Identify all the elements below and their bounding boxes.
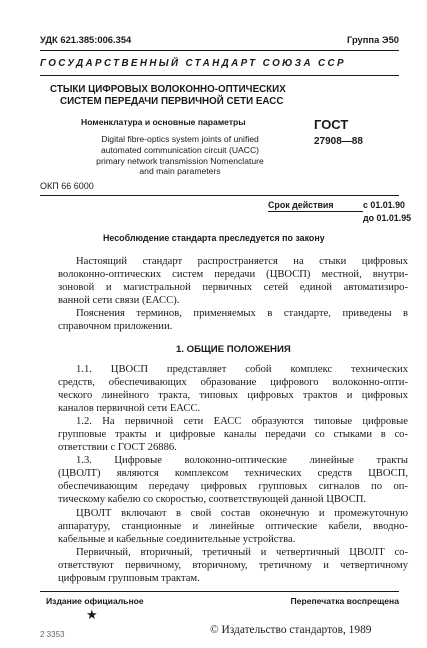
header-bottom-rule: [40, 75, 399, 76]
text-line: средств, обеспечивающих образование цифрового волоконно-опти-: [58, 377, 408, 389]
text-line: Пояснения терминов, применяемых в стандарте, приведены в: [76, 308, 408, 319]
text-line: волоконно-оптических систем передачи (ЦВОСП) местной, внутри-: [58, 269, 408, 281]
title-subtitle: Номенклатура и основные параметры: [81, 117, 246, 127]
footer-rule: [40, 591, 399, 592]
reprint-prohibited-label: Перепечатка воспрещена: [290, 596, 399, 606]
validity-underline: [268, 211, 363, 212]
text-line: зоновой и магистральной первичных сетей единой автоматизиро-: [58, 282, 408, 294]
text-line: Настоящий стандарт распространяется на стыки цифровых: [76, 256, 408, 267]
header-top-rule: [40, 50, 399, 51]
paragraph-1-2: [58, 415, 408, 454]
state-standard-heading: ГОСУДАРСТВЕННЫЙ СТАНДАРТ СОЮЗА ССР: [40, 58, 346, 69]
text-line: каналов первичной сети ЕАСС.: [58, 403, 201, 415]
title-line-1: СТЫКИ ЦИФРОВЫХ ВОЛОКОННО-ОПТИЧЕСКИХ: [50, 84, 286, 95]
text-line: ответствуют первичному, вторичному, третичному и четвертичному: [58, 560, 408, 572]
text-line: Первичный, вторичный, третичный и четвертичный ЦВОЛТ со-: [76, 547, 408, 558]
text-line: справочном приложении.: [58, 321, 173, 333]
validity-from: с 01.01.90: [363, 200, 405, 210]
text-line: ЦВОЛТ включают в свой состав оконечную и промежуточную: [76, 508, 408, 519]
text-line: 1.2. На первичной сети ЕАСС образуются типовые цифровые: [76, 416, 408, 427]
text-line: обеспечивающим передачу цифровых групповых сигналов по оп-: [58, 481, 408, 493]
text-line: аппаратуру, станционные и линейные оптические кабели, вводно-: [58, 521, 408, 533]
text-line: групповые тракты и цифровые каналы передачи со стыками в со-: [58, 429, 408, 441]
english-title-line: Digital fibre-optics system joints of unified: [101, 134, 259, 144]
intro-paragraph: [58, 255, 408, 307]
terms-paragraph: [58, 307, 408, 333]
text-line: цифровым групповым трактам.: [58, 573, 200, 585]
prosecution-notice: Несоблюдение стандарта преследуется по закону: [103, 233, 325, 243]
text-line: тическому кабелю со скоростью, соответствующей данной ЦВОСП.: [58, 494, 367, 506]
page-code: 2 3353: [40, 630, 65, 639]
paragraph-1-3-cont: [58, 507, 408, 546]
okp-code: ОКП 66 6000: [40, 181, 94, 191]
udk-code: УДК 621.385:006.354: [40, 34, 132, 45]
paragraph-1-1: [58, 363, 408, 415]
title-line-2: СИСТЕМ ПЕРЕДАЧИ ПЕРВИЧНОЙ СЕТИ ЕАСС: [60, 96, 284, 107]
english-title-line: and main parameters: [139, 166, 221, 177]
section-title: 1. ОБЩИЕ ПОЛОЖЕНИЯ: [176, 344, 291, 355]
group-code: Группа Э50: [346, 34, 399, 45]
validity-to: до 01.01.95: [363, 213, 412, 223]
title-bottom-rule: [40, 195, 399, 196]
paragraph-1-3-end: [58, 546, 408, 585]
official-edition-label: Издание официальное: [46, 596, 144, 606]
text-line: ческого линейного тракта, типовых цифровых трактов и цифровых: [58, 390, 408, 402]
text-line: (ЦВОЛТ) являются комплексом технических средств ЦВОСП,: [58, 468, 408, 480]
text-line: кабельные и кабельные соединительные устройства.: [58, 534, 296, 546]
english-title-line: primary network transmission Nomenclature: [96, 155, 264, 166]
gost-number: 27908—88: [314, 136, 363, 147]
english-title-line: automated communication circuit (UACC): [100, 144, 260, 155]
gost-label: ГОСТ: [314, 117, 349, 132]
text-line: ванной сети связи (ЕАСС).: [58, 295, 180, 307]
text-line: ответствии с ГОСТ 26886.: [58, 442, 177, 454]
paragraph-1-3: [58, 454, 408, 506]
text-line: 1.3. Цифровые волоконно-оптические линейные тракты: [76, 455, 408, 466]
text-line: 1.1. ЦВОСП представляет собой комплекс технических: [76, 364, 408, 375]
validity-label: Срок действия: [268, 200, 334, 210]
english-title: [73, 134, 287, 177]
star-icon: ★: [86, 608, 98, 623]
copyright-notice: © Издательство стандартов, 1989: [210, 624, 372, 636]
